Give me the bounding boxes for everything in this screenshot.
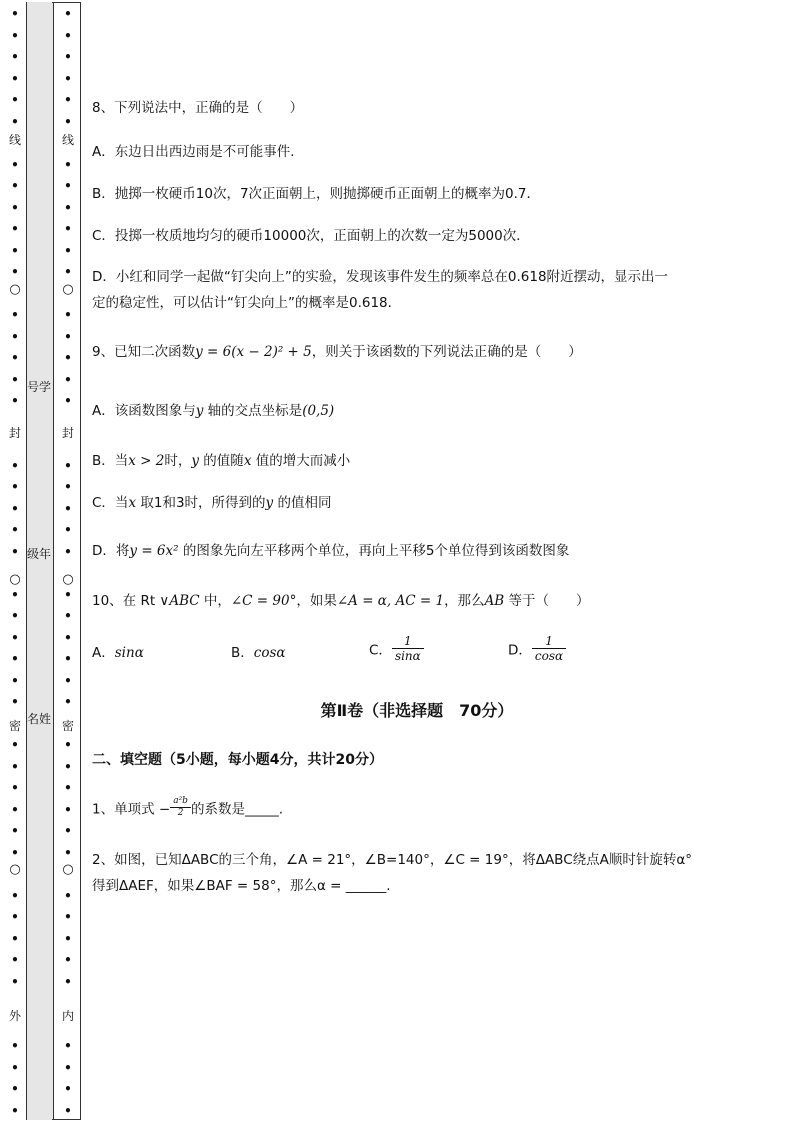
binding-dot: • (64, 759, 72, 774)
q8-option-d-line2: 定的稳定性，可以估计“钉尖向上”的概率是0.618． (92, 295, 402, 311)
q9-stem (92, 342, 582, 362)
binding-line-marker: 线 (61, 133, 74, 147)
binding-dot: • (11, 630, 19, 645)
q10-c-label: C． (369, 642, 392, 659)
binding-seal-marker: 封 (8, 426, 21, 440)
binding-dot: • (11, 308, 19, 322)
binding-dot: • (11, 523, 19, 537)
binding-dot: • (64, 157, 72, 172)
binding-dot: • (64, 1103, 72, 1118)
q9-c-var2: y (265, 495, 274, 511)
binding-dot: • (64, 974, 72, 989)
fill-in-section-title: 二、填空题（5小题，每小题4分，共计20分） (92, 752, 383, 768)
q10-option-b (231, 643, 286, 663)
q10-a-label: A． (92, 645, 115, 661)
q10-a-value: sinα (114, 645, 144, 661)
inner-dot-column (58, 2, 78, 1120)
q10-c-denominator: sinα (394, 649, 421, 663)
binding-dot: • (11, 222, 19, 236)
binding-dot: • (64, 28, 72, 43)
q9-c-var1: x (128, 495, 137, 511)
q10-stem-post: ，那么 (444, 593, 485, 609)
binding-dot: • (64, 1082, 72, 1096)
binding-dot: • (11, 652, 19, 666)
q9-a-post: 轴的交点坐标是 (203, 403, 303, 419)
binding-dot: • (11, 544, 19, 559)
binding-dot: • (11, 351, 19, 365)
binding-dot: • (11, 28, 19, 43)
fill-q1-post: 的系数是_____. (190, 801, 283, 818)
binding-dot: • (11, 243, 19, 258)
q9-option-c (92, 493, 331, 513)
binding-dot: • (64, 802, 72, 817)
q8-option-d-line1: D．小红和同学一起做“钉尖向上”的实验，发现该事件发生的频率总在0.618附近摆动，显示出一 (92, 269, 669, 285)
q8-stem: 8、下列说法中，正确的是（ ） (92, 100, 304, 116)
binding-seal-marker: 封 (61, 426, 74, 440)
binding-dot: • (64, 179, 72, 193)
q9-a-point: (0,5) (302, 403, 335, 419)
q9-b-pre: B．当 (92, 453, 129, 469)
q9-a-pre: A．该函数图象与 (92, 403, 196, 419)
binding-margin (0, 0, 84, 1123)
binding-dot: • (64, 372, 72, 387)
binding-dot: • (64, 308, 72, 322)
binding-dot: • (11, 1082, 19, 1096)
binding-dot: • (64, 1039, 72, 1053)
q9-d-pre: D．将 (92, 543, 130, 559)
binding-dot: • (64, 673, 72, 688)
binding-dot: • (64, 329, 72, 344)
q10-b-value: cosα (253, 645, 286, 661)
binding-dot: • (11, 781, 19, 795)
binding-dot: • (64, 394, 72, 408)
q8-option-b: B．抛掷一枚硬币10次，7次正面朝上，则抛掷硬币正面朝上的概率为0.7． (92, 186, 540, 202)
binding-circle-marker: ○ (9, 572, 21, 587)
binding-dot: • (11, 1103, 19, 1118)
binding-dot: • (11, 372, 19, 387)
q10-stem-end: 等于（ ） (504, 593, 590, 609)
binding-dot: • (11, 824, 19, 838)
q10-c-numerator: 1 (392, 634, 424, 649)
q10-option-c (369, 634, 424, 663)
binding-dot: • (11, 587, 19, 602)
binding-side-marker: 内 (61, 1009, 74, 1023)
binding-circle-marker: ○ (9, 282, 21, 297)
label-grade: 级年 (26, 547, 51, 561)
binding-dot: • (64, 910, 72, 924)
binding-dot: • (64, 630, 72, 645)
binding-dot: • (11, 501, 19, 516)
binding-dot: • (64, 523, 72, 537)
binding-dot: • (64, 501, 72, 516)
binding-dot: • (64, 222, 72, 236)
binding-dot: • (11, 759, 19, 774)
q10-stem (92, 591, 590, 611)
fill-q2-line2: 得到ΔAEF，如果∠BAF = 58°，那么α = ______. (92, 878, 391, 894)
q9-stem-post: ，则关于该函数的下列说法正确的是（ ） (311, 344, 582, 360)
binding-dot: • (64, 200, 72, 215)
binding-dot: • (11, 673, 19, 688)
binding-dot: • (64, 695, 72, 709)
binding-dot: • (11, 609, 19, 623)
binding-dot: • (64, 265, 72, 279)
binding-dot: • (64, 1060, 72, 1075)
binding-secret-marker: 密 (8, 719, 21, 733)
binding-dot: • (11, 7, 19, 21)
binding-dot: • (64, 114, 72, 129)
q9-function: y = 6(x − 2)² + 5 (195, 344, 312, 360)
binding-dot: • (64, 781, 72, 795)
q10-angle: ∠C = 90° (230, 593, 297, 609)
binding-dot: • (64, 824, 72, 838)
binding-dot: • (64, 7, 72, 21)
binding-dot: • (11, 953, 19, 967)
binding-secret-marker: 密 (61, 719, 74, 733)
q9-b-cond: x > 2 (128, 453, 165, 469)
binding-dot: • (11, 695, 19, 709)
binding-line-marker: 线 (8, 133, 21, 147)
binding-dot: • (11, 1060, 19, 1075)
q9-c-pre: C．当 (92, 495, 129, 511)
q9-option-d (92, 541, 569, 561)
fill-q1 (92, 796, 283, 819)
binding-dot: • (11, 179, 19, 193)
q10-triangle: ABC (169, 593, 200, 609)
q9-c-post: 的值相同 (273, 495, 332, 511)
binding-dot: • (11, 738, 19, 752)
binding-dot: • (11, 802, 19, 817)
binding-dot: • (64, 71, 72, 86)
binding-dot: • (64, 888, 72, 903)
q9-option-b (92, 451, 350, 471)
binding-dot: • (64, 609, 72, 623)
binding-dot: • (11, 974, 19, 989)
binding-circle-marker: ○ (9, 862, 21, 877)
binding-dot: • (64, 953, 72, 967)
q10-d-denominator: cosα (534, 649, 564, 663)
binding-dot: • (11, 1039, 19, 1053)
q10-option-d (508, 634, 566, 663)
q9-b-var2: x (243, 453, 252, 469)
binding-dot: • (11, 910, 19, 924)
q10-d-fraction (532, 634, 566, 663)
q10-stem-mid: 中， (199, 593, 231, 609)
q9-b-post: 值的增大而减小 (251, 453, 351, 469)
binding-circle-marker: ○ (62, 862, 74, 877)
binding-dot: • (11, 845, 19, 860)
outer-dot-column (5, 2, 25, 1120)
q9-option-a (92, 401, 334, 421)
binding-dot: • (11, 458, 19, 473)
q9-b-mid: 时， (164, 453, 192, 469)
q9-c-mid: 取1和3时，所得到的 (136, 495, 266, 511)
binding-dot: • (64, 845, 72, 860)
q9-d-func: y = 6x² (129, 543, 179, 559)
q10-ab: AB (484, 593, 505, 609)
fill-q1-numerator: a²b (170, 796, 191, 808)
binding-dot: • (11, 200, 19, 215)
binding-inner-line (80, 2, 81, 1120)
binding-dot: • (11, 265, 19, 279)
binding-dot: • (11, 71, 19, 86)
q10-condition: ∠A = α, AC = 1 (336, 593, 445, 609)
binding-dot: • (11, 329, 19, 344)
binding-dot: • (64, 544, 72, 559)
q10-stem-mid2: ，如果 (296, 593, 337, 609)
binding-dot: • (64, 652, 72, 666)
binding-dot: • (64, 243, 72, 258)
binding-dot: • (11, 114, 19, 129)
binding-dot: • (11, 888, 19, 903)
q9-b-var1: y (191, 453, 200, 469)
q9-d-post: 的图象先向左平移两个单位，再向上平移5个单位得到该函数图象 (178, 543, 570, 559)
q10-d-label: D． (508, 642, 532, 659)
q10-d-numerator: 1 (532, 634, 566, 649)
binding-dot: • (64, 50, 72, 64)
binding-dot: • (64, 931, 72, 946)
q9-b-mid2: 的值随 (199, 453, 244, 469)
fill-q2-line1: 2、如图，已知ΔABC的三个角，∠A = 21°，∠B=140°，∠C = 19°，将ΔABC绕点A顺时针旋转α° (92, 852, 693, 868)
q9-a-var: y (195, 403, 204, 419)
q10-option-a (92, 643, 144, 663)
binding-dot: • (64, 93, 72, 107)
binding-dot: • (11, 50, 19, 64)
binding-side-marker: 外 (8, 1009, 21, 1023)
binding-circle-marker: ○ (62, 572, 74, 587)
binding-dot: • (64, 351, 72, 365)
fill-q1-pre: 1、单项式 − (92, 801, 171, 818)
q9-stem-pre: 9、已知二次函数 (92, 344, 196, 360)
binding-dot: • (64, 480, 72, 494)
q8-option-c: C．投掷一枚质地均匀的硬币10000次，正面朝上的次数一定为5000次． (92, 228, 530, 244)
binding-dot: • (64, 458, 72, 473)
binding-dot: • (11, 157, 19, 172)
binding-circle-marker: ○ (62, 282, 74, 297)
binding-dot: • (11, 394, 19, 408)
binding-dot: • (11, 931, 19, 946)
part2-heading: 第Ⅱ卷（非选择题 70分） (320, 701, 514, 720)
binding-dot: • (11, 480, 19, 494)
q10-b-label: B． (231, 645, 254, 661)
q10-stem-pre: 10、在 Rt ∨ (92, 593, 170, 609)
label-student-number: 号学 (26, 380, 51, 394)
binding-dot: • (11, 93, 19, 107)
q8-option-a: A．东边日出西边雨是不可能事件． (92, 144, 304, 160)
binding-dot: • (64, 587, 72, 602)
fill-q1-denominator: 2 (177, 808, 184, 818)
fill-q1-fraction (170, 796, 191, 819)
binding-dot: • (64, 738, 72, 752)
q10-c-fraction (392, 634, 424, 663)
label-name: 名姓 (26, 712, 51, 726)
